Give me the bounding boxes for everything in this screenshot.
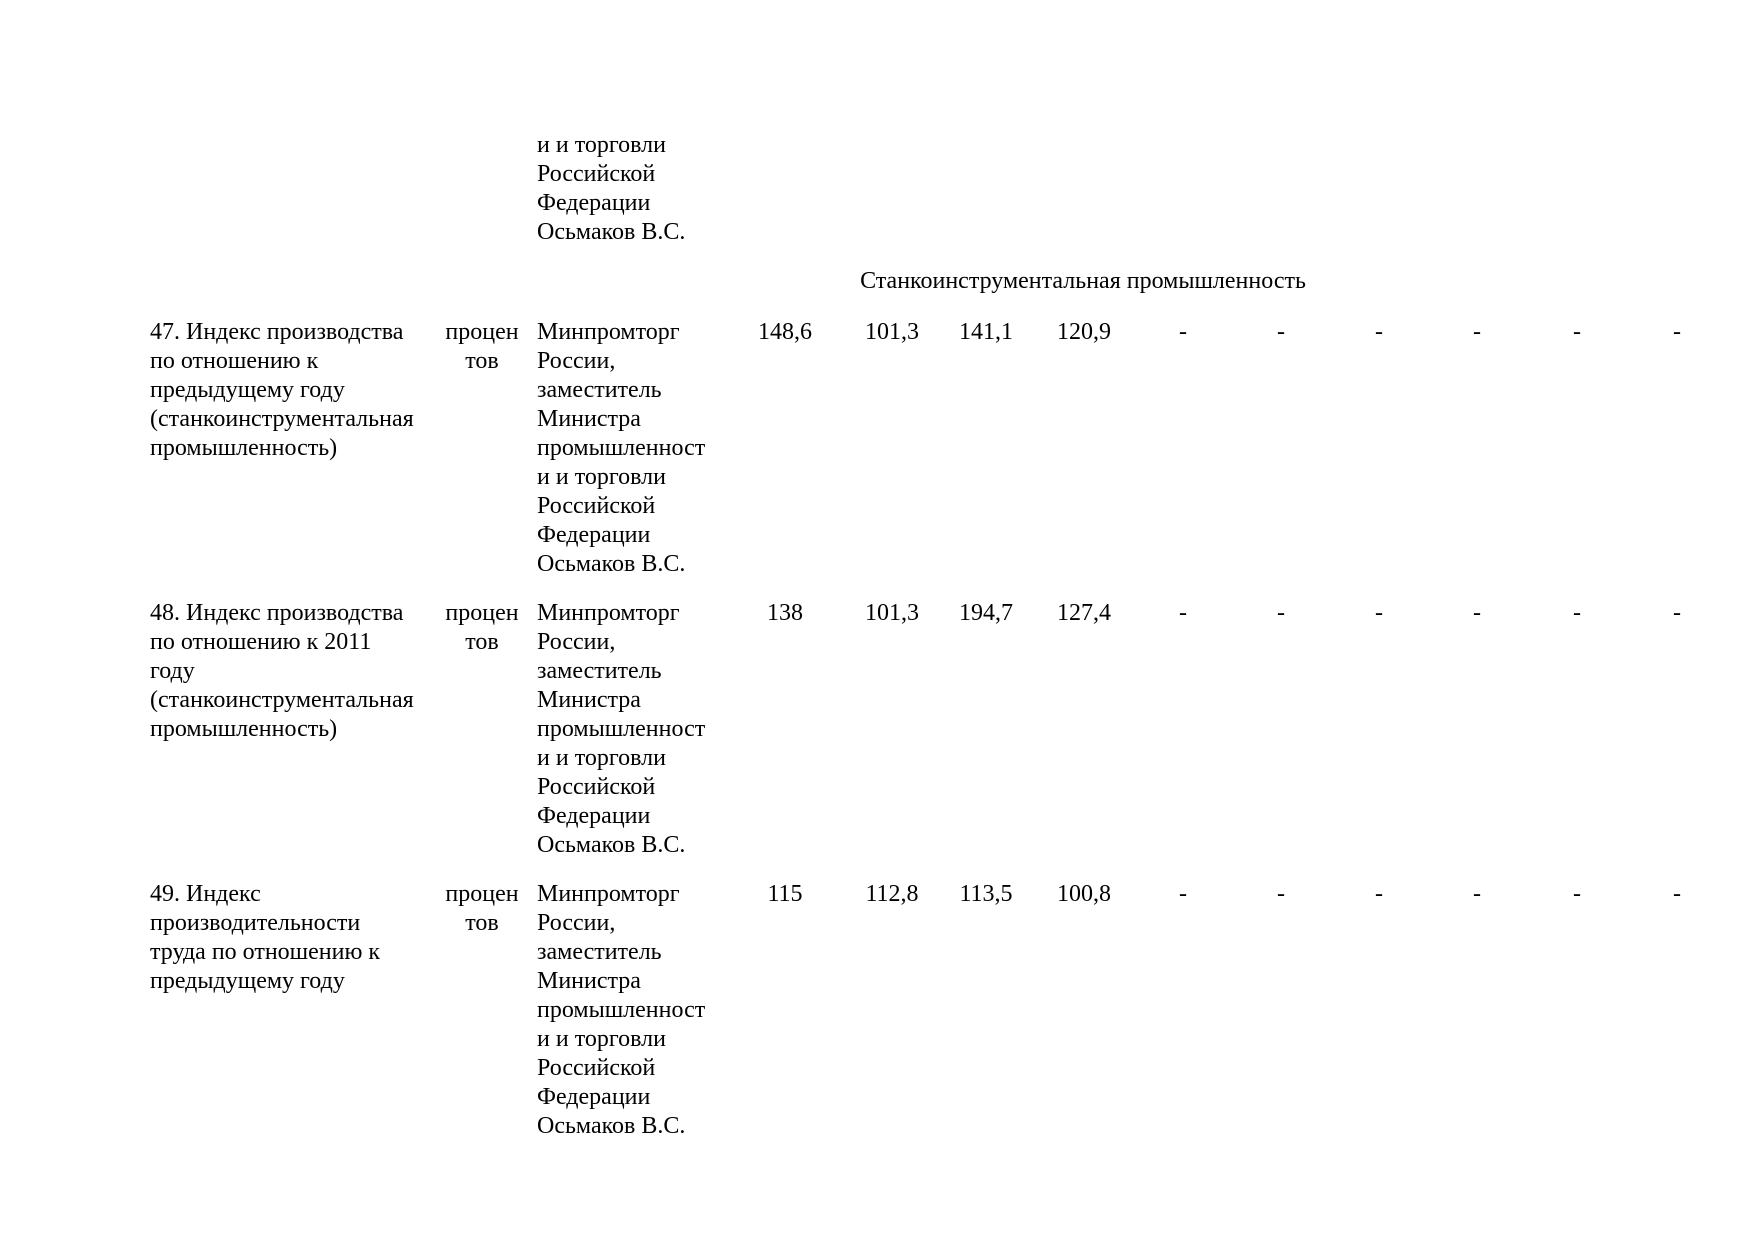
text-line: Федерации: [537, 1084, 651, 1110]
text-line: и и торговли: [537, 132, 666, 158]
text-line: России,: [537, 910, 616, 936]
text-line: России,: [537, 348, 616, 374]
responsible-cell: [537, 599, 705, 860]
unit-cell: [440, 880, 524, 938]
text-line: 47. Индекс производства: [150, 319, 404, 345]
value-cell: -: [1375, 600, 1383, 626]
value-cell: -: [1673, 881, 1681, 907]
text-line: Осьмаков В.С.: [537, 219, 686, 245]
text-line: и и торговли: [537, 1026, 666, 1052]
value-cell: -: [1473, 881, 1481, 907]
text-line: и и торговли: [537, 464, 666, 490]
text-line: Российской: [537, 493, 656, 519]
value-cell: -: [1375, 319, 1383, 345]
value-cell: 115: [767, 881, 803, 907]
text-line: Минпромторг: [537, 881, 680, 907]
value-cell: 100,8: [1057, 881, 1111, 907]
value-cell: 101,3: [865, 600, 919, 626]
text-line: процен: [445, 600, 519, 626]
value-cell: -: [1277, 600, 1285, 626]
text-line: Федерации: [537, 190, 651, 216]
value-cell: -: [1573, 881, 1581, 907]
value-cell: -: [1473, 600, 1481, 626]
value-cell: -: [1573, 319, 1581, 345]
text-line: промышленност: [537, 997, 706, 1023]
unit-cell: [440, 599, 524, 657]
text-line: промышленность): [150, 716, 338, 742]
responsible-cell: [537, 880, 705, 1141]
continued-responsible-cell: [537, 131, 685, 247]
value-cell: 194,7: [959, 600, 1013, 626]
text-line: Федерации: [537, 522, 651, 548]
text-line: заместитель: [537, 939, 662, 965]
section-heading: Станкоинструментальная промышленность: [860, 268, 1306, 294]
text-line: России,: [537, 629, 616, 655]
value-cell: 148,6: [758, 319, 812, 345]
indicator-cell: [150, 599, 414, 744]
text-line: Осьмаков В.С.: [537, 551, 686, 577]
text-line: 48. Индекс производства: [150, 600, 404, 626]
indicator-cell: [150, 880, 380, 996]
text-line: Осьмаков В.С.: [537, 832, 686, 858]
value-cell: 138: [767, 600, 803, 626]
text-line: и и торговли: [537, 745, 666, 771]
text-line: тов: [465, 910, 499, 936]
value-cell: 120,9: [1057, 319, 1111, 345]
text-line: году: [150, 658, 195, 684]
value-cell: -: [1673, 600, 1681, 626]
value-cell: 113,5: [959, 881, 1013, 907]
value-cell: -: [1179, 319, 1187, 345]
text-line: (станкоинструментальная: [150, 687, 414, 713]
text-line: предыдущему году: [150, 377, 345, 403]
text-line: промышленност: [537, 435, 706, 461]
text-line: тов: [465, 629, 499, 655]
text-line: Российской: [537, 161, 656, 187]
responsible-cell: [537, 318, 705, 579]
text-line: процен: [445, 881, 519, 907]
value-cell: 101,3: [865, 319, 919, 345]
text-line: Министра: [537, 968, 641, 994]
value-cell: -: [1473, 319, 1481, 345]
text-line: тов: [465, 348, 499, 374]
value-cell: 141,1: [959, 319, 1013, 345]
indicator-cell: [150, 318, 414, 463]
value-cell: 112,8: [865, 881, 919, 907]
value-cell: 127,4: [1057, 600, 1111, 626]
value-cell: -: [1277, 881, 1285, 907]
value-cell: -: [1179, 881, 1187, 907]
text-line: заместитель: [537, 377, 662, 403]
unit-cell: [440, 318, 524, 376]
text-line: заместитель: [537, 658, 662, 684]
text-line: Минпромторг: [537, 600, 680, 626]
text-line: 49. Индекс: [150, 881, 261, 907]
text-line: Осьмаков В.С.: [537, 1113, 686, 1139]
value-cell: -: [1573, 600, 1581, 626]
text-line: промышленност: [537, 716, 706, 742]
text-line: предыдущему году: [150, 968, 345, 994]
text-line: Российской: [537, 774, 656, 800]
text-line: Министра: [537, 406, 641, 432]
text-line: Министра: [537, 687, 641, 713]
text-line: процен: [445, 319, 519, 345]
text-line: (станкоинструментальная: [150, 406, 414, 432]
text-line: промышленность): [150, 435, 338, 461]
value-cell: -: [1673, 319, 1681, 345]
text-line: Российской: [537, 1055, 656, 1081]
text-line: Минпромторг: [537, 319, 680, 345]
value-cell: -: [1375, 881, 1383, 907]
text-line: производительности: [150, 910, 361, 936]
text-line: по отношению к: [150, 348, 319, 374]
value-cell: -: [1179, 600, 1187, 626]
text-line: по отношению к 2011: [150, 629, 372, 655]
value-cell: -: [1277, 319, 1285, 345]
text-line: Федерации: [537, 803, 651, 829]
text-line: труда по отношению к: [150, 939, 381, 965]
